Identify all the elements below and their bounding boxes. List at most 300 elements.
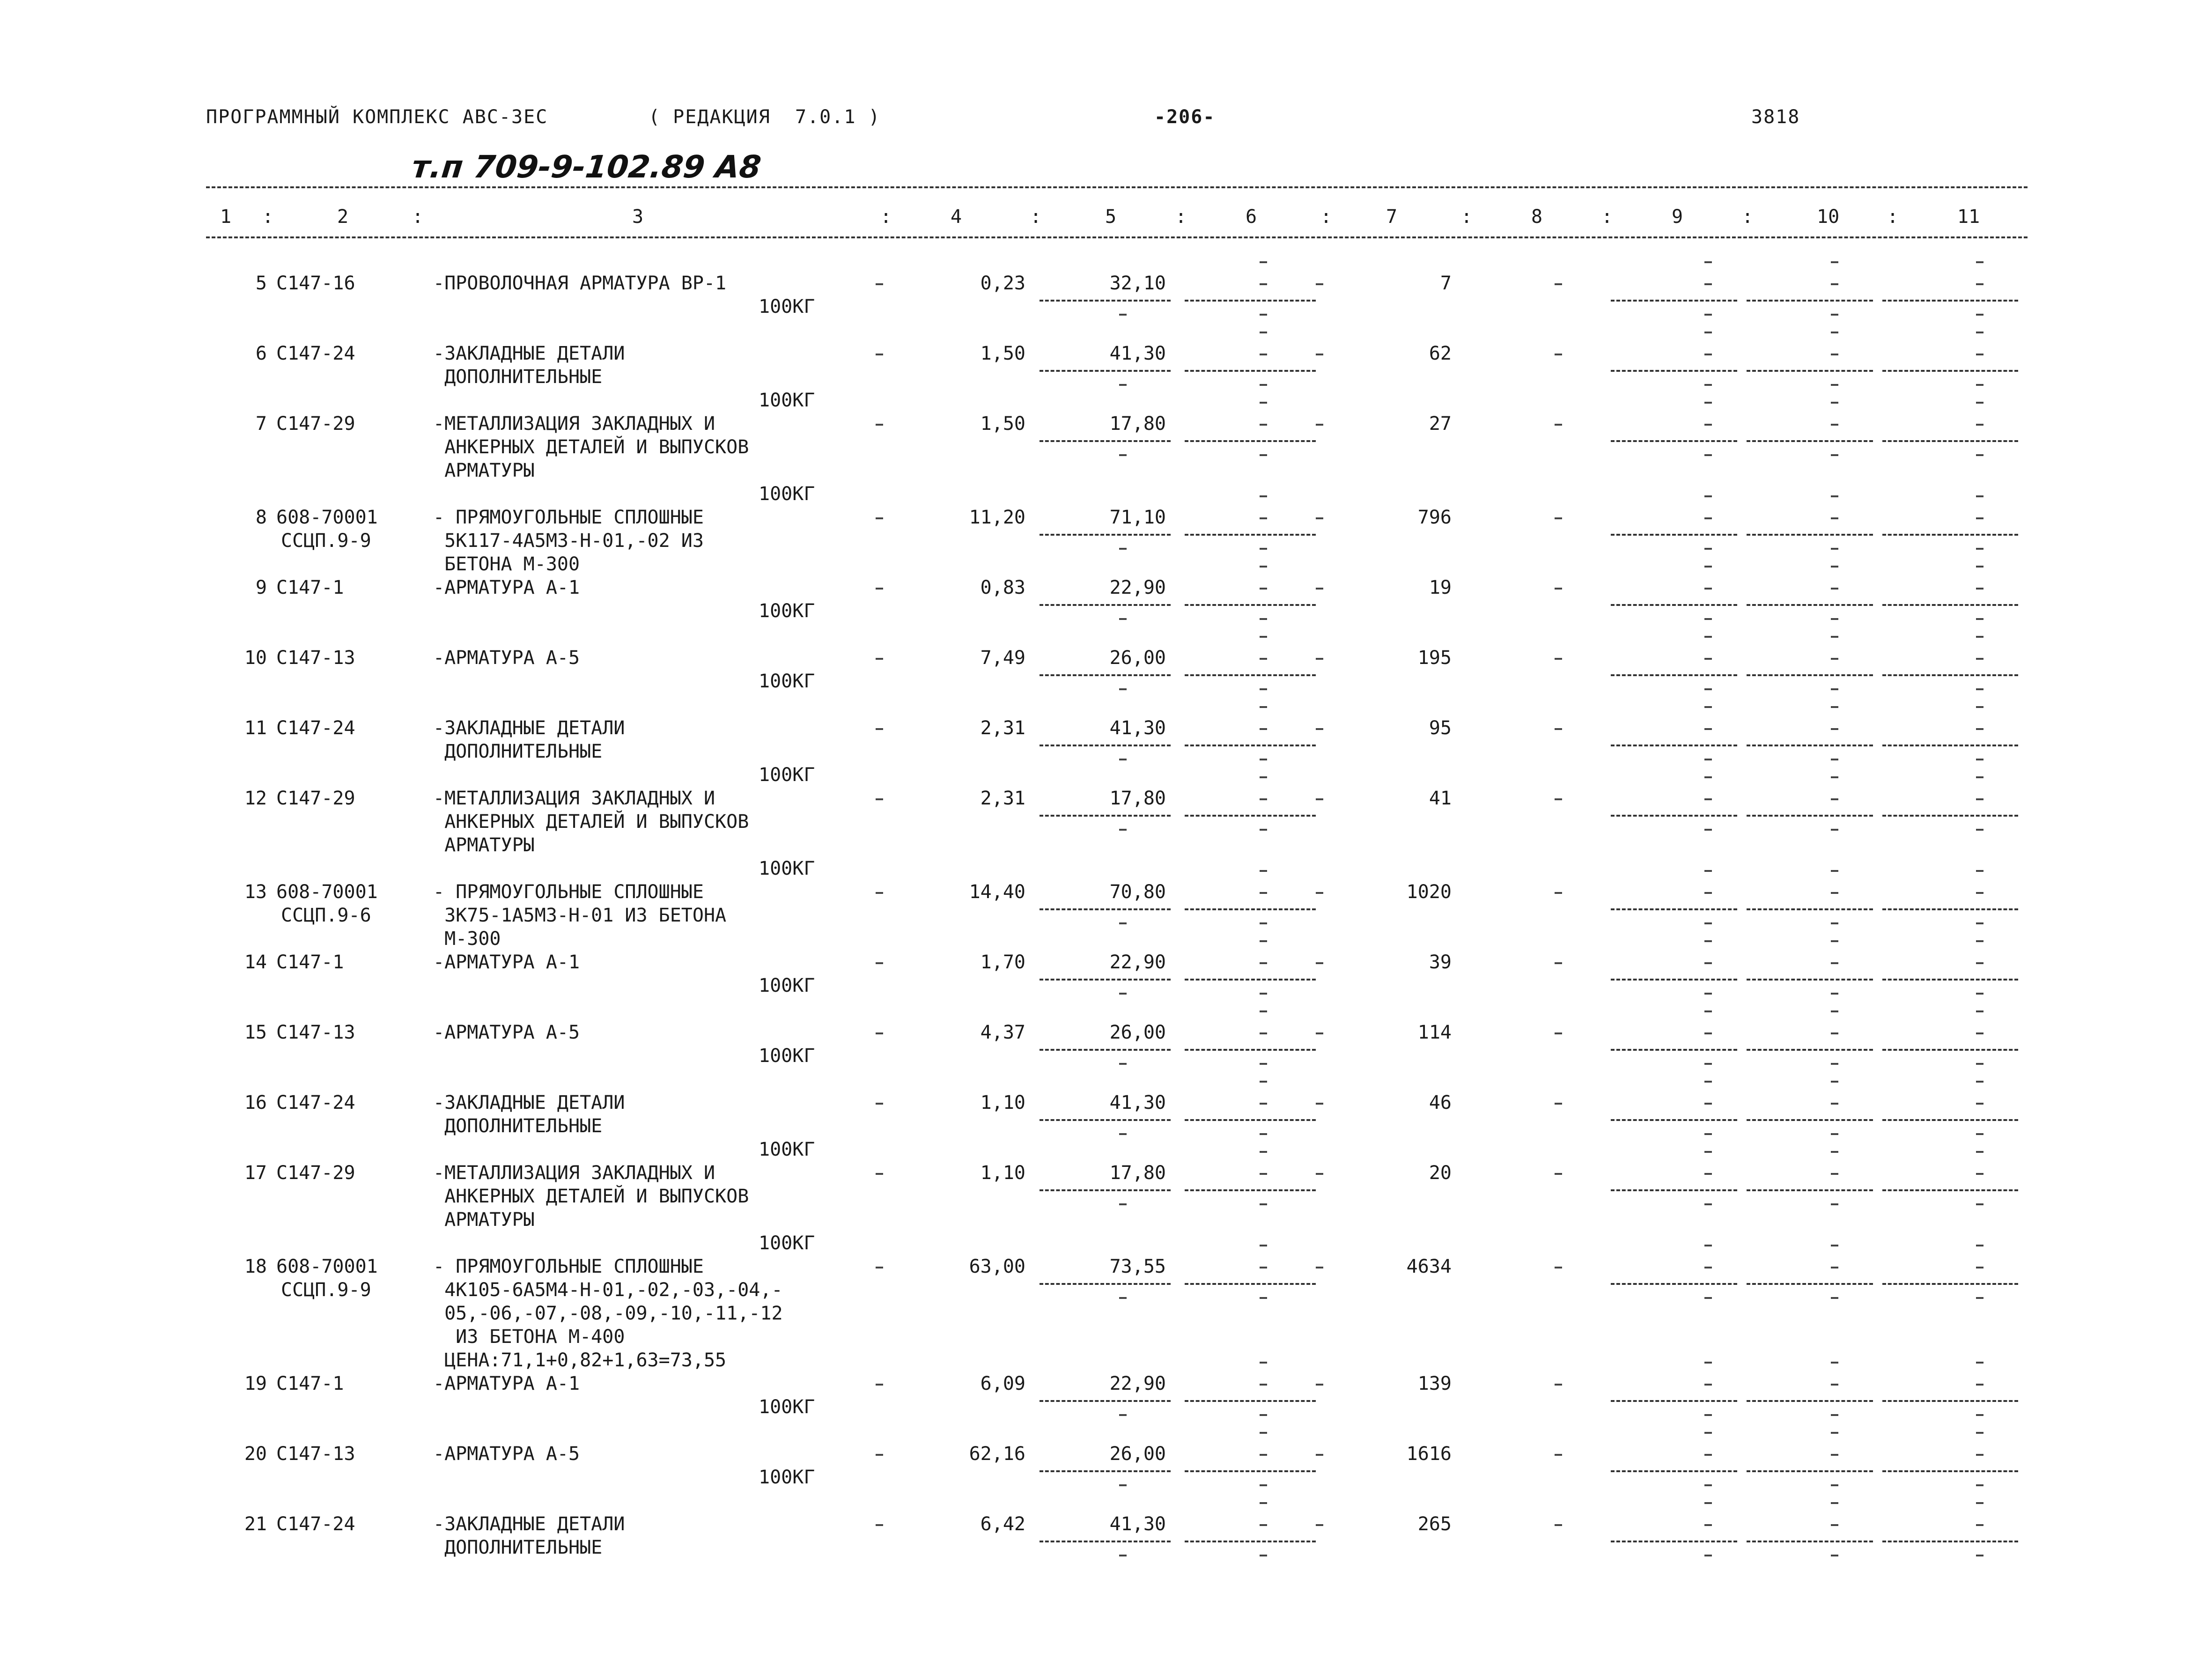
col10-dash [1831, 658, 1838, 660]
resource-code-secondary: ССЦП.9-6 [281, 905, 371, 926]
col8-dash [1555, 354, 1562, 355]
row-number: 11 [244, 717, 267, 739]
quantity-value: 6,42 [980, 1513, 1025, 1535]
col11-dash [1976, 1524, 1983, 1526]
col11-dash [1976, 1032, 1983, 1034]
col9-dash [1704, 892, 1712, 894]
col11-underline [1882, 370, 2018, 372]
program-title: ПРОГРАММНЫЙ КОМПЛЕКС АВС-3ЕС [206, 106, 548, 128]
col9-underline [1611, 1049, 1737, 1051]
col11-dash [1976, 1103, 1983, 1105]
col10-underline [1747, 674, 1873, 676]
resource-description-line: -МЕТАЛЛИЗАЦИЯ ЗАКЛАДНЫХ И [433, 788, 715, 809]
col11-mark-below [1976, 384, 1983, 386]
resource-description-line: АРМАТУРЫ [433, 834, 535, 856]
col8-dash [1555, 658, 1562, 660]
col9-dash [1704, 728, 1712, 730]
resource-code: С147-13 [276, 1022, 355, 1043]
col6-underline [1185, 745, 1316, 746]
col9-dash [1704, 1524, 1712, 1526]
resource-description-line: -МЕТАЛЛИЗАЦИЯ ЗАКЛАДНЫХ И [433, 413, 715, 435]
row-number: 18 [244, 1256, 267, 1277]
col9-mark-top [1704, 870, 1712, 872]
col6-underline [1185, 908, 1316, 910]
col6-side-dash [1316, 354, 1323, 355]
col11-underline [1882, 908, 2018, 910]
resource-code: 608-70001 [276, 1256, 378, 1277]
col10-mark-top [1831, 870, 1838, 872]
col8-dash [1555, 728, 1562, 730]
col10-mark-top [1831, 261, 1838, 263]
col5-mark-below [1119, 1133, 1127, 1135]
header-rule-bottom [206, 236, 2028, 238]
col8-dash [1555, 1032, 1562, 1034]
col6-underline [1185, 1119, 1316, 1121]
col9-mark-top [1704, 1010, 1712, 1012]
col6-mark-top [1260, 402, 1267, 404]
col5-mark-below [1119, 1414, 1127, 1416]
col6-mark-below [1260, 1063, 1267, 1065]
col6-underline [1185, 1283, 1316, 1285]
col6-side-dash [1316, 658, 1323, 660]
col11-dash [1976, 283, 1983, 285]
resource-description-line: ДОПОЛНИТЕЛЬНЫЕ [433, 1115, 603, 1137]
col9-mark-top [1704, 402, 1712, 404]
col11-underline [1882, 674, 2018, 676]
quantity-value: 11,20 [969, 507, 1025, 528]
total-cost-value: 1020 [1406, 881, 1452, 903]
col6-mark-top [1260, 776, 1267, 778]
col10-mark-below [1831, 922, 1838, 924]
col8-dash [1555, 588, 1562, 590]
unit-label: 100КГ [759, 1045, 815, 1067]
col6-mark-top [1260, 332, 1267, 333]
col10-dash [1831, 1524, 1838, 1526]
resource-description-line: - ПРЯМОУГОЛЬНЫЕ СПЛОШНЫЕ [433, 881, 704, 903]
col11-mark-top [1976, 1010, 1983, 1012]
price-underline [1040, 440, 1171, 442]
col10-mark-top [1831, 636, 1838, 638]
col11-underline [1882, 440, 2018, 442]
col9-underline [1611, 1470, 1737, 1472]
col11-mark-top [1976, 1432, 1983, 1434]
unit-price-value: 22,90 [1109, 577, 1166, 598]
col5-mark-below [1119, 454, 1127, 456]
col10-dash [1831, 424, 1838, 426]
col11-dash [1976, 798, 1983, 800]
col11-dash [1976, 517, 1983, 519]
col6-underline [1185, 1049, 1316, 1051]
column-separator: : [1030, 206, 1042, 228]
col6-mark-below [1260, 993, 1267, 995]
resource-description-line: 5К117-4А5М3-Н-01,-02 ИЗ [433, 530, 704, 552]
col6-mark-below [1260, 1414, 1267, 1416]
column-separator: : [880, 206, 892, 228]
resource-description-line: -ЗАКЛАДНЫЕ ДЕТАЛИ [433, 343, 625, 364]
col9-mark-top [1704, 636, 1712, 638]
col9-dash [1704, 1103, 1712, 1105]
unit-price-value: 26,00 [1109, 1022, 1166, 1043]
col6-mark-top [1260, 1010, 1267, 1012]
col6-side-dash [1316, 1173, 1323, 1175]
total-cost-value: 95 [1429, 717, 1452, 739]
column-separator: : [1175, 206, 1187, 228]
col6-dash [1260, 658, 1267, 660]
total-cost-value: 195 [1417, 647, 1452, 669]
col11-mark-below [1976, 829, 1983, 831]
col6-underline [1185, 1400, 1316, 1402]
col10-mark-below [1831, 384, 1838, 386]
total-cost-value: 41 [1429, 788, 1452, 809]
col11-dash [1976, 588, 1983, 590]
col8-dash [1555, 1173, 1562, 1175]
col9-underline [1611, 908, 1737, 910]
resource-code: С147-29 [276, 413, 355, 435]
col9-dash [1704, 1267, 1712, 1268]
col10-underline [1747, 534, 1873, 536]
col10-dash [1831, 1384, 1838, 1386]
col5-mark-below [1119, 548, 1127, 550]
col9-mark-top [1704, 1432, 1712, 1434]
unit-label: 100КГ [759, 390, 815, 411]
col8-dash [1555, 962, 1562, 964]
resource-description-line: БЕТОНА М-300 [433, 553, 580, 575]
col11-underline [1882, 300, 2018, 302]
col9-mark-below [1704, 688, 1712, 690]
col10-dash [1831, 1454, 1838, 1456]
unit-price-value: 73,55 [1109, 1256, 1166, 1277]
price-underline [1040, 1541, 1171, 1542]
resource-code: С147-16 [276, 273, 355, 294]
col11-dash [1976, 424, 1983, 426]
unit-price-value: 17,80 [1109, 1162, 1166, 1184]
col9-mark-below [1704, 384, 1712, 386]
col9-mark-top [1704, 332, 1712, 333]
col3-dash [876, 354, 883, 355]
price-underline [1040, 908, 1171, 910]
col3-dash [876, 517, 883, 519]
page-number: -206- [1154, 106, 1216, 128]
resource-description-line: ЦЕНА:71,1+0,82+1,63=73,55 [433, 1349, 727, 1371]
row-number: 14 [244, 951, 267, 973]
unit-price-value: 22,90 [1109, 1373, 1166, 1394]
col10-mark-below [1831, 688, 1838, 690]
col9-mark-top [1704, 566, 1712, 568]
col10-mark-below [1831, 829, 1838, 831]
col6-mark-below [1260, 314, 1267, 316]
col10-dash [1831, 728, 1838, 730]
col6-underline [1185, 1541, 1316, 1542]
col10-underline [1747, 1541, 1873, 1542]
col11-underline [1882, 1541, 2018, 1542]
col8-dash [1555, 1524, 1562, 1526]
total-cost-value: 796 [1417, 507, 1452, 528]
unit-label: 100КГ [759, 1467, 815, 1488]
col9-dash [1704, 1384, 1712, 1386]
column-separator: : [1320, 206, 1332, 228]
col9-mark-top [1704, 940, 1712, 942]
col6-dash [1260, 354, 1267, 355]
col9-dash [1704, 1032, 1712, 1034]
total-cost-value: 139 [1417, 1373, 1452, 1394]
column-header-7: 7 [1386, 206, 1398, 228]
col11-mark-below [1976, 1297, 1983, 1299]
column-separator: : [262, 206, 274, 228]
col10-underline [1747, 1470, 1873, 1472]
col10-mark-below [1831, 759, 1838, 760]
col10-mark-top [1831, 1245, 1838, 1246]
col11-mark-below [1976, 759, 1983, 760]
row-number: 10 [244, 647, 267, 669]
col3-dash [876, 1384, 883, 1386]
col9-underline [1611, 534, 1737, 536]
unit-label: 100КГ [759, 671, 815, 692]
col6-mark-top [1260, 1081, 1267, 1083]
resource-description-line: АНКЕРНЫХ ДЕТАЛЕЙ И ВЫПУСКОВ [433, 436, 749, 458]
col11-underline [1882, 1189, 2018, 1191]
col6-mark-top [1260, 261, 1267, 263]
col9-dash [1704, 283, 1712, 285]
quantity-value: 2,31 [980, 788, 1025, 809]
col10-mark-top [1831, 1081, 1838, 1083]
edition-label: ( РЕДАКЦИЯ 7.0.1 ) [649, 106, 881, 128]
col5-mark-below [1119, 1203, 1127, 1205]
resource-description-line: М-300 [433, 928, 501, 950]
col9-mark-below [1704, 759, 1712, 760]
column-separator: : [1887, 206, 1899, 228]
col10-underline [1747, 1189, 1873, 1191]
col6-side-dash [1316, 892, 1323, 894]
col10-mark-top [1831, 1362, 1838, 1364]
quantity-value: 7,49 [980, 647, 1025, 669]
resource-description-line: 4К105-6А5М4-Н-01,-02,-03,-04,- [433, 1279, 783, 1301]
row-number: 6 [255, 343, 267, 364]
col6-underline [1185, 534, 1316, 536]
col10-dash [1831, 354, 1838, 355]
col3-dash [876, 728, 883, 730]
col10-mark-top [1831, 1151, 1838, 1153]
col10-dash [1831, 892, 1838, 894]
col6-underline [1185, 300, 1316, 302]
col9-underline [1611, 1541, 1737, 1542]
resource-code: С147-29 [276, 788, 355, 809]
col3-dash [876, 1267, 883, 1268]
row-number: 9 [255, 577, 267, 598]
row-number: 5 [255, 273, 267, 294]
col9-mark-top [1704, 1081, 1712, 1083]
col6-side-dash [1316, 283, 1323, 285]
col6-dash [1260, 283, 1267, 285]
resource-description-line: - ПРЯМОУГОЛЬНЫЕ СПЛОШНЫЕ [433, 1256, 704, 1277]
col9-mark-below [1704, 1414, 1712, 1416]
total-cost-value: 62 [1429, 343, 1452, 364]
handwritten-stamp: т.п 709-9-102.89 А8 [410, 149, 763, 185]
col9-underline [1611, 370, 1737, 372]
col10-underline [1747, 815, 1873, 817]
total-cost-value: 114 [1417, 1022, 1452, 1043]
price-underline [1040, 1283, 1171, 1285]
total-cost-value: 27 [1429, 413, 1452, 435]
col3-dash [876, 283, 883, 285]
col11-mark-top [1976, 332, 1983, 333]
total-cost-value: 7 [1440, 273, 1452, 294]
col6-dash [1260, 728, 1267, 730]
col9-mark-below [1704, 548, 1712, 550]
col9-mark-below [1704, 314, 1712, 316]
total-cost-value: 19 [1429, 577, 1452, 598]
price-underline [1040, 534, 1171, 536]
col6-side-dash [1316, 424, 1323, 426]
resource-description-line: 3К75-1А5М3-Н-01 ИЗ БЕТОНА [433, 905, 727, 926]
quantity-value: 1,70 [980, 951, 1025, 973]
col6-side-dash [1316, 728, 1323, 730]
col6-dash [1260, 588, 1267, 590]
col9-dash [1704, 354, 1712, 355]
col9-underline [1611, 1283, 1737, 1285]
column-header-4: 4 [951, 206, 962, 228]
col11-mark-top [1976, 636, 1983, 638]
col6-dash [1260, 1173, 1267, 1175]
unit-price-value: 17,80 [1109, 413, 1166, 435]
resource-code: С147-13 [276, 647, 355, 669]
price-underline [1040, 1400, 1171, 1402]
col9-mark-below [1704, 829, 1712, 831]
col11-underline [1882, 1119, 2018, 1121]
resource-description-line: ДОПОЛНИТЕЛЬНЫЕ [433, 1537, 603, 1558]
col10-mark-below [1831, 1063, 1838, 1065]
col8-dash [1555, 283, 1562, 285]
col6-side-dash [1316, 588, 1323, 590]
resource-description-line: -АРМАТУРА А-1 [433, 1373, 580, 1394]
price-underline [1040, 979, 1171, 981]
col8-dash [1555, 1267, 1562, 1268]
col11-mark-top [1976, 706, 1983, 708]
resource-description-line: АНКЕРНЫХ ДЕТАЛЕЙ И ВЫПУСКОВ [433, 811, 749, 833]
col11-underline [1882, 534, 2018, 536]
col5-mark-below [1119, 1297, 1127, 1299]
col11-dash [1976, 962, 1983, 964]
col11-mark-below [1976, 1484, 1983, 1486]
col5-mark-below [1119, 922, 1127, 924]
col9-mark-top [1704, 1151, 1712, 1153]
col9-underline [1611, 1400, 1737, 1402]
col10-underline [1747, 1283, 1873, 1285]
column-header-2: 2 [337, 206, 349, 228]
row-number: 13 [244, 881, 267, 903]
col10-mark-top [1831, 776, 1838, 778]
col5-mark-below [1119, 829, 1127, 831]
col6-side-dash [1316, 1032, 1323, 1034]
column-separator: : [412, 206, 424, 228]
col11-mark-top [1976, 1362, 1983, 1364]
resource-code: 608-70001 [276, 881, 378, 903]
col5-mark-below [1119, 618, 1127, 620]
col10-mark-below [1831, 993, 1838, 995]
quantity-value: 0,83 [980, 577, 1025, 598]
column-separator: : [1742, 206, 1754, 228]
quantity-value: 2,31 [980, 717, 1025, 739]
col9-underline [1611, 440, 1737, 442]
col11-dash [1976, 1267, 1983, 1268]
price-underline [1040, 370, 1171, 372]
col10-underline [1747, 908, 1873, 910]
column-header-10: 10 [1817, 206, 1840, 228]
col11-dash [1976, 658, 1983, 660]
col5-mark-below [1119, 384, 1127, 386]
unit-price-value: 41,30 [1109, 1513, 1166, 1535]
col6-dash [1260, 1103, 1267, 1105]
col9-underline [1611, 1189, 1737, 1191]
col11-underline [1882, 604, 2018, 606]
col6-side-dash [1316, 1454, 1323, 1456]
col10-underline [1747, 370, 1873, 372]
resource-description-line: -ЗАКЛАДНЫЕ ДЕТАЛИ [433, 1513, 625, 1535]
col6-underline [1185, 674, 1316, 676]
col6-side-dash [1316, 1384, 1323, 1386]
col9-mark-top [1704, 1502, 1712, 1504]
col11-mark-top [1976, 1245, 1983, 1246]
total-cost-value: 20 [1429, 1162, 1452, 1184]
col3-dash [876, 1173, 883, 1175]
col11-dash [1976, 892, 1983, 894]
col8-dash [1555, 892, 1562, 894]
unit-price-value: 17,80 [1109, 788, 1166, 809]
col9-dash [1704, 517, 1712, 519]
resource-description-line: - ПРЯМОУГОЛЬНЫЕ СПЛОШНЫЕ [433, 507, 704, 528]
resource-description-line: -АРМАТУРА А-5 [433, 1022, 580, 1043]
unit-price-value: 41,30 [1109, 1092, 1166, 1113]
col6-mark-top [1260, 1245, 1267, 1246]
resource-description-line: АНКЕРНЫХ ДЕТАЛЕЙ И ВЫПУСКОВ [433, 1186, 749, 1207]
row-number: 8 [255, 507, 267, 528]
col9-mark-below [1704, 922, 1712, 924]
resource-description-line: -АРМАТУРА А-5 [433, 1443, 580, 1465]
unit-price-value: 41,30 [1109, 717, 1166, 739]
col3-dash [876, 1454, 883, 1456]
col6-side-dash [1316, 1103, 1323, 1105]
resource-description-line: -АРМАТУРА А-1 [433, 951, 580, 973]
col10-underline [1747, 440, 1873, 442]
col11-mark-below [1976, 1555, 1983, 1556]
col6-dash [1260, 1267, 1267, 1268]
col9-mark-below [1704, 454, 1712, 456]
col5-mark-below [1119, 1555, 1127, 1556]
col9-mark-top [1704, 776, 1712, 778]
unit-price-value: 26,00 [1109, 647, 1166, 669]
col6-mark-top [1260, 870, 1267, 872]
col11-mark-below [1976, 993, 1983, 995]
quantity-value: 62,16 [969, 1443, 1025, 1465]
col10-mark-top [1831, 495, 1838, 497]
col11-mark-below [1976, 1063, 1983, 1065]
resource-code: С147-1 [276, 951, 344, 973]
col8-dash [1555, 1103, 1562, 1105]
price-underline [1040, 300, 1171, 302]
col5-mark-below [1119, 759, 1127, 760]
total-cost-value: 46 [1429, 1092, 1452, 1113]
col6-side-dash [1316, 798, 1323, 800]
col9-dash [1704, 1454, 1712, 1456]
col8-dash [1555, 517, 1562, 519]
col10-mark-top [1831, 706, 1838, 708]
col9-mark-top [1704, 706, 1712, 708]
col10-mark-below [1831, 1414, 1838, 1416]
column-header-3: 3 [632, 206, 644, 228]
col8-dash [1555, 1384, 1562, 1386]
col6-underline [1185, 1470, 1316, 1472]
col3-dash [876, 1103, 883, 1105]
col9-mark-top [1704, 1245, 1712, 1246]
